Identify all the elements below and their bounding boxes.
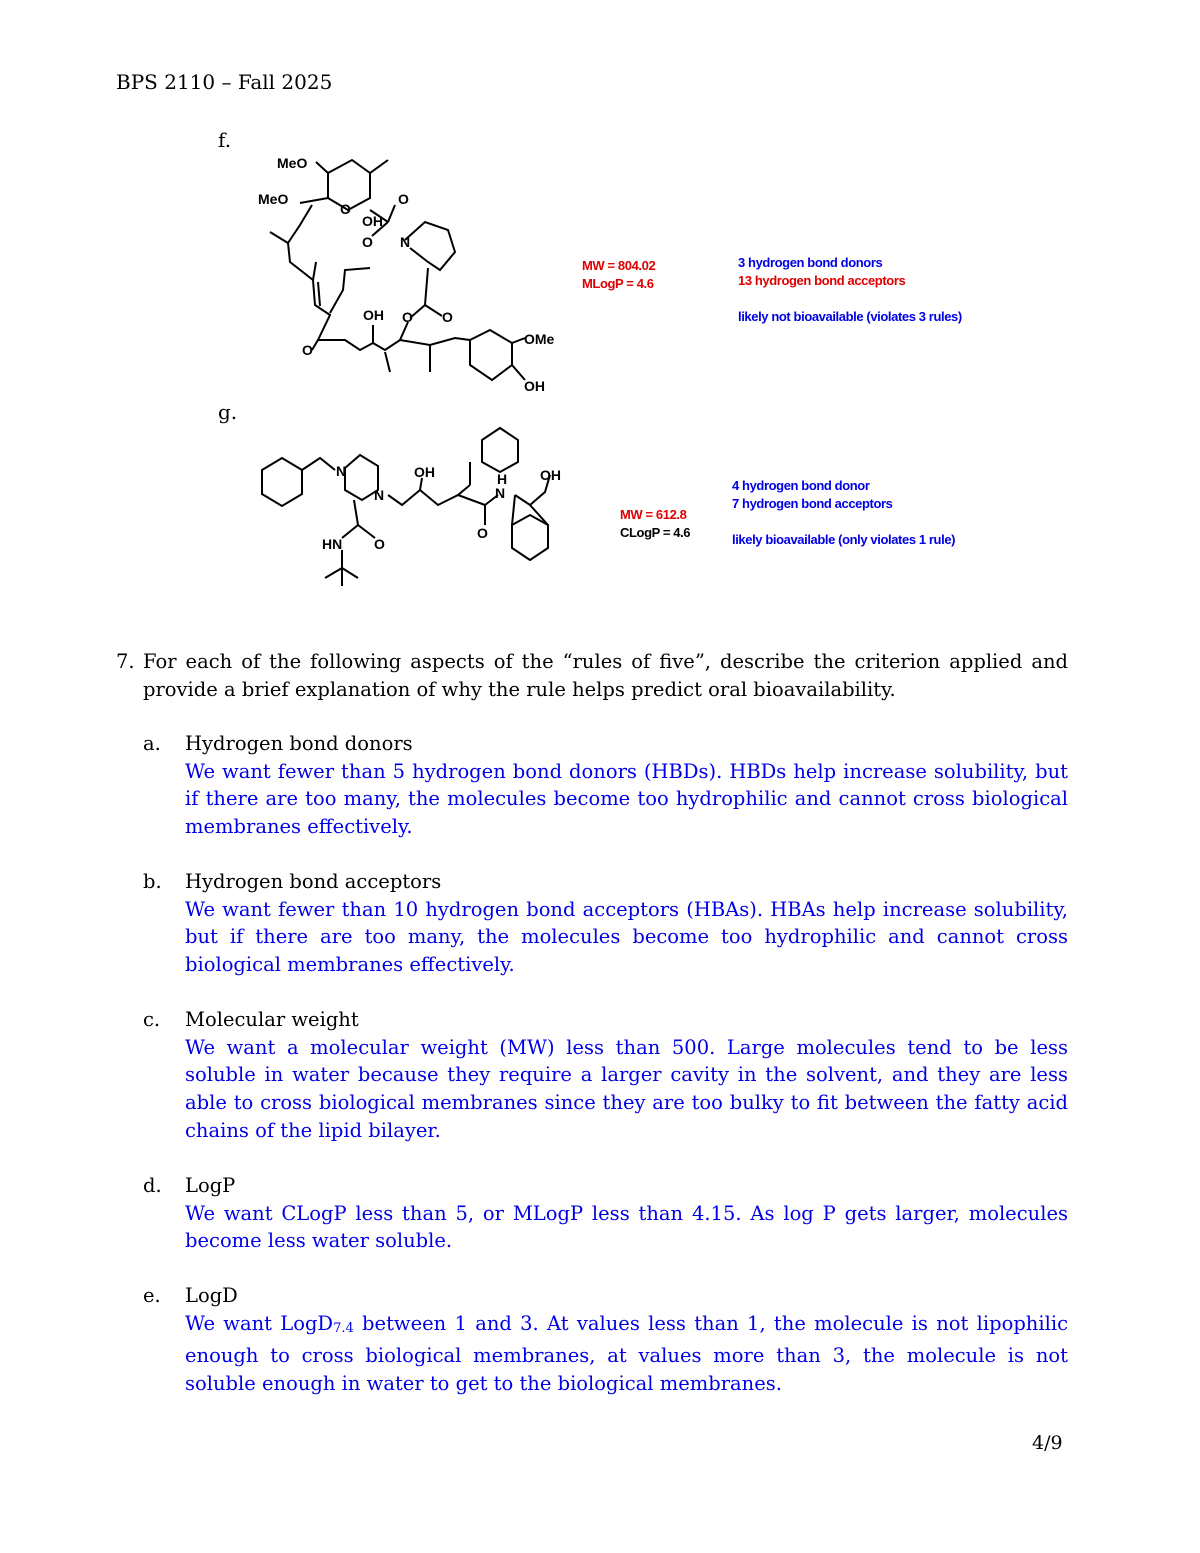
compound-g-hba: 7 hydrogen bond acceptors (732, 496, 893, 511)
item-title: LogP (185, 1174, 236, 1197)
compound-f-atoms (258, 155, 555, 394)
compound-g-rules (732, 477, 955, 549)
compound-f-label: f. (218, 128, 232, 152)
atom-o-ketone: O (302, 342, 313, 358)
atom-oh-indane: OH (540, 467, 561, 483)
atom-o-carbonyl-2: O (362, 234, 373, 250)
atom-n1: N (336, 463, 347, 479)
compound-g-logp: CLogP = 4.6 (620, 525, 691, 540)
item-answer: We want fewer than 10 hydrogen bond acceptors (HBAs). HBAs help increase solubility, but if there are too many, the molecules become too hydrophilic and cannot cross biological membranes effectively. (185, 897, 1068, 977)
item-letter: a. (143, 732, 161, 755)
atom-meo-1: MeO (277, 155, 308, 171)
item-letter: e. (143, 1284, 161, 1307)
item-answer (185, 1310, 1068, 1398)
item-title: Molecular weight (185, 1008, 359, 1031)
item-title: Hydrogen bond donors (185, 732, 413, 755)
item-logp (143, 1172, 1068, 1255)
answer-pre: We want LogD (185, 1311, 334, 1335)
page-number: 4/9 (1032, 1432, 1063, 1454)
item-answer: We want CLogP less than 5, or MLogP less than 4.15. As log P gets larger, molecules become less water soluble. (185, 1201, 1068, 1253)
atom-o-ester: O (402, 309, 413, 325)
atom-oh-ring: OH (362, 213, 383, 229)
atom-ome: OMe (524, 331, 555, 347)
compound-g-atoms (322, 463, 561, 552)
atom-h-amide: H (497, 471, 508, 487)
atom-o-tbu: O (374, 536, 385, 552)
item-title: Hydrogen bond acceptors (185, 870, 442, 893)
atom-oh-chain-g: OH (414, 464, 435, 480)
compound-structures (0, 0, 1200, 620)
item-answer: We want fewer than 5 hydrogen bond donors (HBDs). HBDs help increase solubility, but if there are too many, the molecules become too hydrophilic and cannot cross biological membranes effectively. (185, 759, 1068, 839)
compound-f-properties (582, 257, 655, 293)
atom-n: N (400, 234, 411, 250)
item-title: LogD (185, 1284, 238, 1307)
item-letter: b. (143, 870, 162, 893)
atom-oh-chain: OH (363, 307, 384, 323)
item-logd (143, 1282, 1068, 1398)
page-header: BPS 2110 – Fall 2025 (116, 70, 333, 94)
atom-n2: N (374, 487, 385, 503)
atom-o-carbonyl-1: O (398, 191, 409, 207)
atom-n-amide: N (495, 485, 506, 501)
item-letter: c. (143, 1008, 161, 1031)
answer-post: between 1 and 3. At values less than 1, the molecule is not lipophilic enough to cross biological membranes, at values more than 3, the molecule is not soluble enough in water to get to the biological membranes. (185, 1311, 1068, 1396)
atom-hn: HN (322, 536, 343, 552)
atom-o-ring: O (340, 201, 351, 217)
item-molecular-weight (143, 1006, 1068, 1145)
item-letter: d. (143, 1174, 162, 1197)
atom-oh-cyclohex: OH (524, 378, 545, 394)
compound-g-mw: MW = 612.8 (620, 507, 687, 522)
compound-g-hbd: 4 hydrogen bond donor (732, 478, 870, 493)
compound-f-verdict: likely not bioavailable (violates 3 rules) (738, 309, 962, 324)
compound-f-mw: MW = 804.02 (582, 258, 656, 273)
compound-g-structure (262, 428, 550, 586)
compound-f-hbd: 3 hydrogen bond donors (738, 255, 883, 270)
logd-subscript: 7.4 (333, 1320, 354, 1336)
compound-g-verdict: likely bioavailable (only violates 1 rule) (732, 532, 956, 547)
compound-g-label: g. (218, 400, 238, 424)
question-text: For each of the following aspects of the “rules of five”, describe the criterion applied and provide a brief explanation of why the rule helps predict oral bioavailability. (143, 650, 1068, 701)
atom-o-ester-co: O (442, 309, 453, 325)
item-answer: We want a molecular weight (MW) less than 500. Large molecules tend to be less soluble in water because they require a larger cavity in the solvent, and they are less able to cross biological membranes since they are too bulky to fit between the fatty acid chains of the lipid bilayer. (185, 1035, 1068, 1142)
atom-meo-2: MeO (258, 191, 289, 207)
compound-f-hba: 13 hydrogen bond acceptors (738, 273, 906, 288)
item-hydrogen-bond-acceptors (143, 868, 1068, 979)
compound-f-rules (738, 254, 962, 326)
item-hydrogen-bond-donors (143, 730, 1068, 841)
compound-f-logp: MLogP = 4.6 (582, 276, 654, 291)
atom-o-amide: O (477, 525, 488, 541)
question-number: 7. (116, 650, 135, 673)
compound-g-properties (620, 506, 690, 542)
question-7 (116, 648, 1068, 704)
